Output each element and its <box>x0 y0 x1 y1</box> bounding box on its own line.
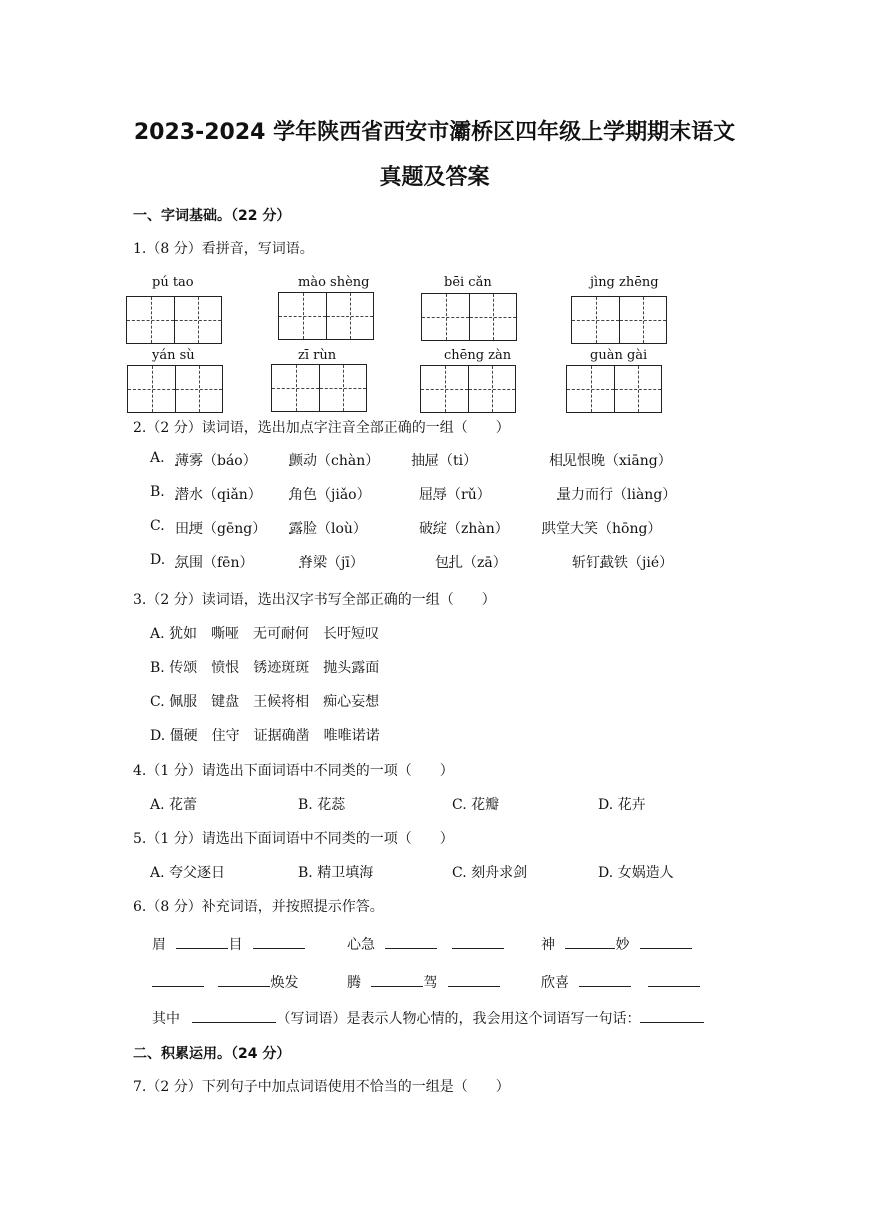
section-2-heading: 二、积累运用。（24 分） <box>133 1046 291 1062</box>
fill-blank[interactable] <box>152 972 204 987</box>
fill-blank[interactable] <box>452 934 504 949</box>
fill-row-3 <box>152 1008 704 1028</box>
word-char: 驾 <box>423 975 438 991</box>
sentence-prompt: （写词语）是表示人物心情的，我会用这个词语写一句话： <box>276 1011 641 1027</box>
fill-blank[interactable] <box>640 934 692 949</box>
doc-title-line1: 2023-2024 学年陕西省西安市灞桥区四年级上学期期末语文 <box>133 120 736 145</box>
pinyin-label: zī rùn <box>298 348 337 363</box>
pinyin-label: jìng zhēng <box>590 275 659 290</box>
q2-stem: 2.（2 分）读词语，选出加点字注音全部正确的一组（ ） <box>133 420 510 436</box>
q7-stem: 7.（2 分）下列句子中加点词语使用不恰当的一组是（ ） <box>133 1079 510 1095</box>
q5-stem: 5.（1 分）请选出下面词语中不同类的一项（ ） <box>133 831 454 847</box>
option-item: A. 花蕾 <box>150 797 198 813</box>
option-item: 破绽（zhàn） <box>419 521 509 537</box>
word-char: 神 <box>541 937 555 953</box>
pinyin-label: pú tao <box>152 275 194 290</box>
option-item: 哄堂大笑（hōng） <box>542 521 662 537</box>
option-row: B. 传颂 愤恨 锈迹斑斑 抛头露面 <box>150 660 380 676</box>
write-grid[interactable] <box>271 364 367 412</box>
write-grid[interactable] <box>420 365 516 413</box>
option-label: C. <box>150 518 165 534</box>
q3-stem: 3.（2 分）读词语，选出汉字书写全部正确的一组（ ） <box>133 592 496 608</box>
option-item: 斩钉截铁（jié） <box>572 555 674 571</box>
option-item: 包扎（zā） <box>435 555 507 571</box>
option-item: D. 花卉 <box>598 797 646 813</box>
doc-title-line2: 真题及答案 <box>379 165 490 190</box>
fill-row-1 <box>152 934 305 954</box>
fill-blank[interactable] <box>253 934 305 949</box>
option-item: 田埂（gēng） <box>175 521 267 537</box>
pinyin-label: mào shèng <box>298 275 370 290</box>
option-item: 相见恨晚（xiāng） <box>549 453 672 469</box>
pinyin-label: yán sù <box>152 348 195 363</box>
fill-blank[interactable] <box>192 1008 276 1023</box>
word-char: 其中 <box>152 1011 180 1027</box>
q1-stem: 1.（8 分）看拼音，写词语。 <box>133 241 314 257</box>
fill-row-2 <box>152 972 298 992</box>
fill-row-2b <box>347 972 500 992</box>
option-item: 角色（jiǎo） <box>289 487 371 503</box>
option-label: D. <box>150 552 166 568</box>
fill-row-2c <box>541 972 700 992</box>
word-char: 目 <box>228 937 243 953</box>
q4-stem: 4.（1 分）请选出下面词语中不同类的一项（ ） <box>133 763 454 779</box>
option-row: A. 犹如 嘶哑 无可耐何 长吁短叹 <box>150 626 380 642</box>
option-row: C. 佩服 键盘 王候将相 痴心妄想 <box>150 694 380 710</box>
option-item: 屈辱（rǔ） <box>419 487 491 503</box>
option-item: 薄雾（báo） <box>175 453 257 469</box>
pinyin-label: chēng zàn <box>444 348 512 363</box>
word-char: 妙 <box>615 937 630 953</box>
write-grid[interactable] <box>278 292 374 340</box>
option-item: B. 花蕊 <box>298 797 346 813</box>
option-item: 抽屉（ti） <box>411 453 478 469</box>
fill-blank[interactable] <box>371 972 423 987</box>
word-char: 腾 <box>347 975 361 991</box>
fill-blank[interactable] <box>565 934 615 949</box>
fill-blank[interactable] <box>218 972 270 987</box>
write-grid[interactable] <box>126 296 222 344</box>
write-grid[interactable] <box>421 293 517 341</box>
option-label: B. <box>150 484 165 500</box>
fill-blank[interactable] <box>385 934 437 949</box>
fill-blank[interactable] <box>648 972 700 987</box>
option-row: D. 僵硬 住守 证据确凿 唯唯诺诺 <box>150 728 380 744</box>
option-item: 量力而行（liàng） <box>557 487 677 503</box>
option-item: A. 夸父逐日 <box>150 865 226 881</box>
fill-row-1c <box>541 934 692 954</box>
option-item: 露脸（loù） <box>289 521 367 537</box>
write-grid[interactable] <box>566 365 662 413</box>
pinyin-label: guàn gài <box>590 348 648 363</box>
option-label: A. <box>150 450 165 466</box>
option-item: 氛围（fēn） <box>175 555 254 571</box>
pinyin-label: bēi cǎn <box>444 275 492 290</box>
option-item: C. 花瓣 <box>452 797 500 813</box>
write-grid[interactable] <box>571 296 667 344</box>
word-char: 欣喜 <box>541 975 569 991</box>
fill-blank[interactable] <box>579 972 631 987</box>
fill-blank[interactable] <box>448 972 500 987</box>
word-char: 焕发 <box>270 975 299 991</box>
option-item: 颤动（chàn） <box>289 453 380 469</box>
q6-stem: 6.（8 分）补充词语，并按照提示作答。 <box>133 899 384 915</box>
fill-row-1b <box>347 934 504 954</box>
option-item: D. 女娲造人 <box>598 865 674 881</box>
option-item: 潜水（qiǎn） <box>175 487 262 503</box>
option-item: B. 精卫填海 <box>298 865 374 881</box>
word-char: 眉 <box>152 937 166 953</box>
option-item: 脊梁（jī） <box>299 555 364 571</box>
write-grid[interactable] <box>127 365 223 413</box>
fill-blank[interactable] <box>176 934 228 949</box>
section-1-heading: 一、字词基础。（22 分） <box>133 208 291 224</box>
word-char: 心急 <box>347 937 375 953</box>
option-item: C. 刻舟求剑 <box>452 865 528 881</box>
fill-blank[interactable] <box>640 1008 704 1023</box>
